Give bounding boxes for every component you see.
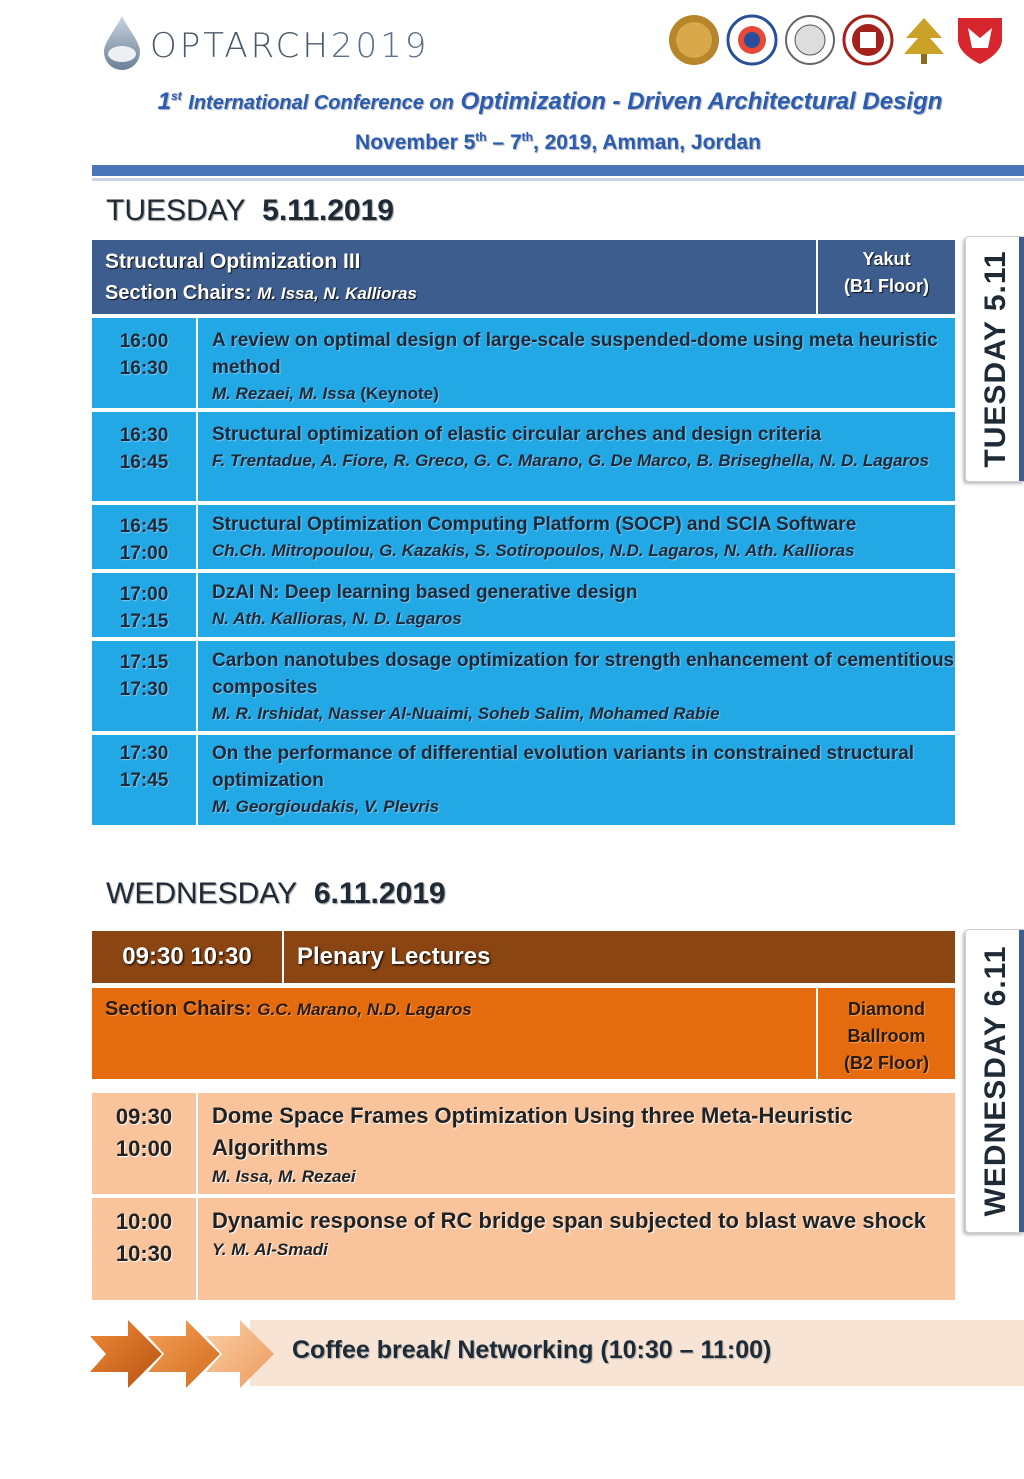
university-seal-logo [726,14,778,66]
talk-title: A review on optimal design of large-scale suspended-dome using meta heuristic method [212,330,938,378]
wednesday-date: 6.11.2019 [313,877,446,910]
talk-authors: F. Trentadue, A. Fiore, R. Greco, G. C. Marano, G. De Marco, B. Briseghella, N. D. Lagaros [212,451,929,470]
tuesday-tab-label: TUESDAY 5.11 [978,250,1012,468]
room-name-cont: Ballroom [847,1026,926,1046]
talk-authors-line [212,701,955,726]
talk-row [92,318,955,408]
talk-content [198,573,955,637]
time-start: 17:00 [119,584,169,605]
tuesday-room [818,240,955,314]
talk-authors-line [212,1164,955,1189]
room-name: Yakut [862,249,911,269]
coffee-break-label: Coffee break/ Networking (10:30 – 11:00) [292,1336,772,1364]
chevron-arrows-icon [88,1316,288,1392]
time-start: 16:30 [119,425,169,446]
wednesday-room [818,988,955,1079]
time-end: 17:45 [119,770,169,791]
talk-time [92,318,196,408]
gold-medal-logo [668,14,720,66]
talk-title: DzAI N: Deep learning based generative design [212,582,638,603]
time-start: 17:15 [119,652,169,673]
tuesday-side-tab [965,236,1024,482]
section-chairs [105,282,417,305]
tuesday-session-header [92,240,816,314]
wednesday-section-chairs [92,988,816,1079]
talk-title: On the performance of differential evolution variants in constrained structural optimization [212,743,915,791]
talk-row [92,412,955,501]
talk-content [198,735,955,825]
tuesday-heading [106,194,394,228]
plenary-time: 09:30 10:30 [92,931,282,983]
talk-authors-line [212,538,955,563]
chairs-names: G.C. Marano, N.D. Lagaros [257,1000,472,1019]
title-ordinal: 1 [157,88,171,115]
plenary-title: Plenary Lectures [284,931,955,983]
fuzhou-university-logo [842,14,894,66]
title-ordinal-suffix: st [170,89,182,103]
talk-authors-line [212,794,955,819]
time-end: 17:15 [119,611,169,632]
title-prefix: International Conference on [188,92,454,114]
chairs-label: Section Chairs: [105,998,252,1020]
talk-authors-line [212,1237,955,1262]
talk-row [92,1093,955,1194]
wednesday-heading [106,877,446,911]
talk-authors: N. Ath. Kallioras, N. D. Lagaros [212,609,462,628]
talk-row [92,1198,955,1300]
time-start: 10:00 [115,1209,173,1234]
date-start: November 5 [355,131,476,154]
tuesday-date: 5.11.2019 [262,194,394,227]
talk-content [198,318,955,408]
talk-title: Dome Space Frames Optimization Using three Meta-Heuristic Algorithms [212,1103,853,1160]
tab-accent-bar [1019,237,1024,481]
talk-authors: M. Issa, M. Rezaei [212,1167,356,1186]
time-end: 10:00 [115,1136,173,1161]
talk-authors: M. Georgioudakis, V. Plevris [212,797,440,816]
room-name: Diamond [847,999,925,1019]
talk-content [198,505,955,569]
date-end-suffix: th [521,130,533,144]
date-location: , 2019, Amman, Jordan [532,131,761,154]
room-floor: (B1 Floor) [844,276,929,296]
room-floor: (B2 Floor) [844,1053,929,1073]
time-end: 16:45 [119,452,169,473]
talk-authors: Ch.Ch. Mitropoulou, G. Kazakis, S. Sotiropoulos, N.D. Lagaros, N. Ath. Kallioras [212,541,855,560]
talk-row [92,573,955,637]
talk-content [198,1198,955,1300]
conference-title [0,88,1024,116]
talk-time [92,412,196,501]
polytechnic-seal-logo [784,14,836,66]
talk-authors: Y. M. Al-Smadi [212,1240,328,1259]
talk-title: Structural Optimization Computing Platform (SOCP) and SCIA Software [212,514,857,535]
header-divider-thin [92,178,1024,181]
wednesday-day-name: WEDNESDAY [106,877,298,910]
talk-time [92,641,196,731]
talk-authors: M. Rezaei, M. Issa [212,384,356,403]
time-start: 16:45 [119,516,169,537]
chairs-names: M. Issa, N. Kallioras [257,284,417,303]
talk-authors-line [212,606,955,631]
partner-logos [668,10,1024,70]
time-start: 16:00 [119,331,169,352]
talk-row [92,641,955,731]
time-end: 17:30 [119,679,169,700]
time-end: 10:30 [115,1241,173,1266]
talk-content [198,641,955,731]
time-start: 09:30 [115,1104,173,1129]
talk-title: Carbon nanotubes dosage optimization for strength enhancement of cementitious composites [212,650,955,698]
talk-time [92,573,196,637]
title-main: Optimization - Driven Architectural Design [460,88,943,115]
date-start-suffix: th [475,130,487,144]
logo-wordmark [150,26,429,66]
logo-name: OPTARCH [150,26,331,66]
tab-accent-bar [1019,930,1024,1232]
shield-logo [954,14,1006,66]
time-start: 17:30 [119,743,169,764]
talk-title: Dynamic response of RC bridge span subjected to blast wave shock [212,1208,926,1233]
talk-row [92,505,955,569]
wednesday-side-tab [965,929,1024,1233]
talk-title: Structural optimization of elastic circular arches and design criteria [212,424,822,445]
tree-logo [900,14,948,66]
talk-authors: M. R. Irshidat, Nasser Al-Nuaimi, Soheb Salim, Mohamed Rabie [212,704,720,723]
drop-icon [92,14,152,74]
time-end: 17:00 [119,543,169,564]
time-end: 16:30 [119,358,169,379]
session-title: Structural Optimization III [105,250,361,273]
talk-authors-line [212,381,955,406]
talk-time [92,735,196,825]
talk-note: (Keynote) [355,384,439,403]
talk-time [92,505,196,569]
logo-year: 2019 [330,26,430,66]
header-divider [92,165,1024,176]
talk-time [92,1198,196,1300]
talk-authors-line [212,448,955,473]
tuesday-day-name: TUESDAY [106,194,246,227]
talk-time [92,1093,196,1194]
chairs-label: Section Chairs: [105,282,252,304]
talk-content [198,412,955,501]
conference-date [0,130,1024,155]
talk-row [92,735,955,825]
talk-content [198,1093,955,1194]
wednesday-tab-label: WEDNESDAY 6.11 [978,945,1012,1217]
date-end: – 7 [486,131,522,154]
